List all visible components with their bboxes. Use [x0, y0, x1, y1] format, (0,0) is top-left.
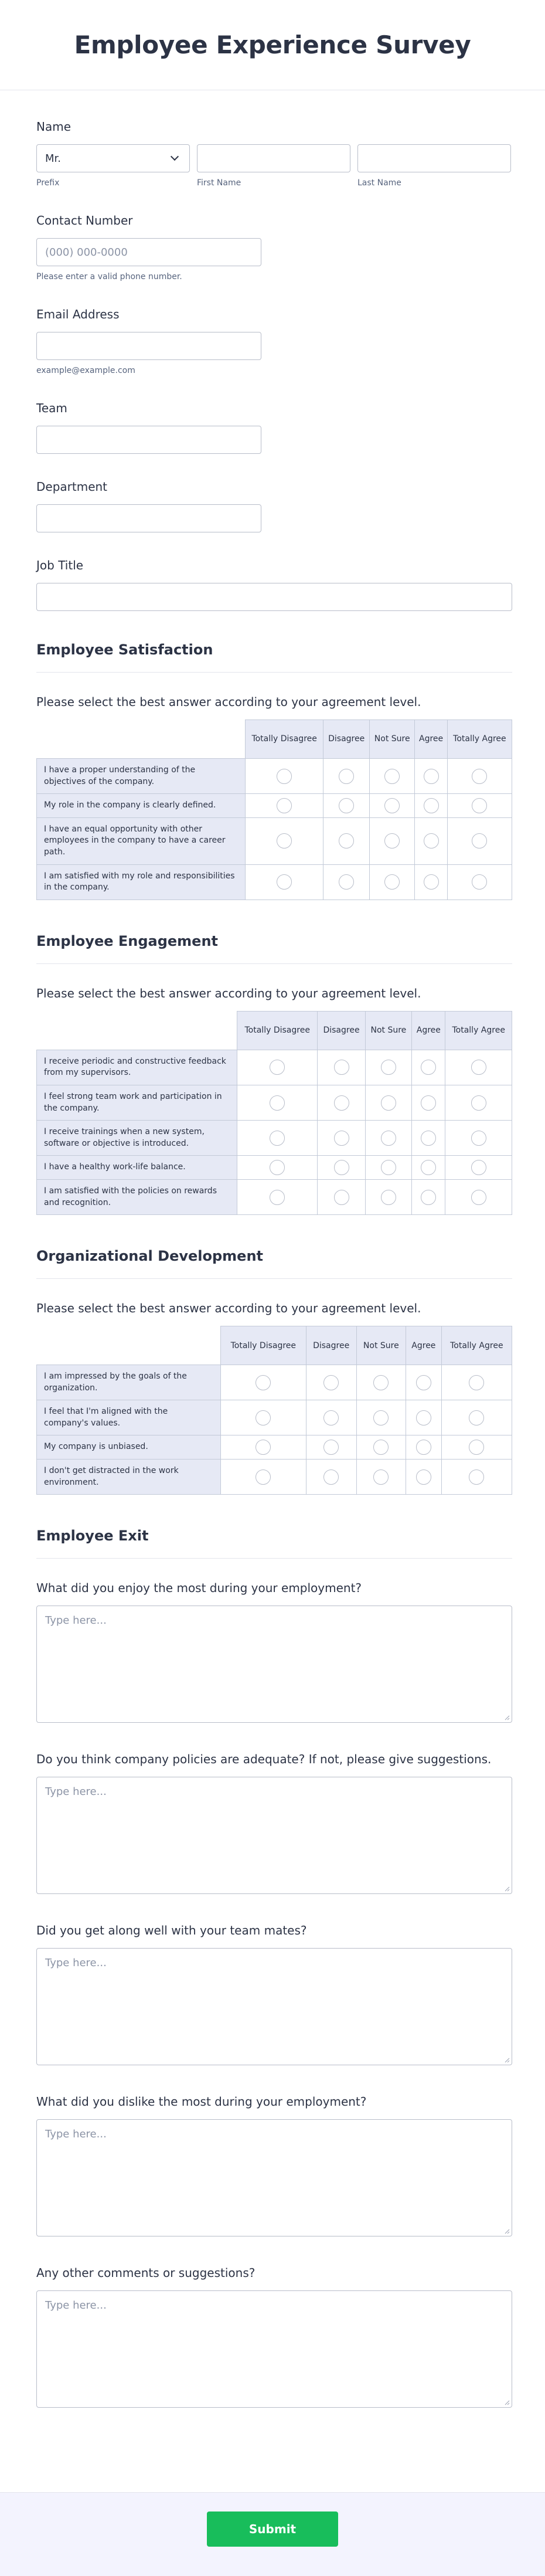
email-label: Email Address: [36, 307, 120, 321]
radio-button[interactable]: [384, 769, 400, 784]
matrix-row: [37, 1050, 512, 1085]
matrix-row-label: I receive periodic and constructive feedback from my supervisors.: [37, 1050, 237, 1085]
radio-button[interactable]: [334, 1095, 349, 1111]
department-field-group: [36, 480, 512, 532]
radio-button[interactable]: [421, 1160, 436, 1175]
radio-button[interactable]: [381, 1160, 396, 1175]
exit-question-label: What did you dislike the most during your employment?: [36, 2095, 367, 2109]
form-footer: [0, 2492, 545, 2576]
matrix-cell: [370, 759, 415, 794]
matrix-cell: [445, 1179, 512, 1214]
section-heading: Employee Satisfaction: [36, 642, 213, 658]
radio-button[interactable]: [373, 1375, 389, 1390]
chevron-down-icon: [171, 152, 179, 161]
matrix-cell: [406, 1460, 442, 1495]
textarea-placeholder: Type here...: [45, 1786, 107, 1798]
matrix-column-header: Totally Disagree: [237, 1011, 318, 1050]
exit-question-label: Do you think company policies are adequate? If not, please give suggestions.: [36, 1752, 492, 1767]
exit-question: [36, 2095, 512, 2236]
radio-button[interactable]: [270, 1190, 285, 1205]
matrix-cell: [365, 1156, 412, 1180]
matrix-column-header: Not Sure: [370, 720, 415, 759]
matrix-row-label: I have a proper understanding of the objectives of the company.: [37, 759, 246, 794]
exit-question-label: What did you enjoy the most during your employment?: [36, 1581, 362, 1596]
matrix-row-label: I feel strong team work and participation in the company.: [37, 1085, 237, 1120]
section-engagement: [36, 933, 512, 964]
resize-grip-icon[interactable]: [504, 1886, 510, 1892]
contact-field-group: [36, 213, 512, 281]
radio-button[interactable]: [323, 1469, 339, 1485]
matrix-cell: [318, 1085, 365, 1120]
matrix-column-header: Not Sure: [365, 1011, 412, 1050]
matrix-prompt: Please select the best answer according to your agreement level.: [36, 986, 421, 1000]
matrix-cell: [370, 864, 415, 900]
answer-textarea[interactable]: [36, 1948, 512, 2065]
radio-button[interactable]: [421, 1131, 436, 1146]
radio-button[interactable]: [339, 769, 354, 784]
radio-button[interactable]: [469, 1469, 484, 1485]
matrix-cell: [356, 1365, 406, 1400]
textarea-placeholder: Type here...: [45, 2299, 107, 2312]
matrix-cell: [237, 1050, 318, 1085]
radio-button[interactable]: [416, 1375, 431, 1390]
radio-button[interactable]: [381, 1190, 396, 1205]
matrix-sections: [36, 642, 512, 1495]
matrix-cell: [323, 759, 370, 794]
textarea-placeholder: Type here...: [45, 2128, 107, 2141]
matrix-cell: [447, 759, 512, 794]
matrix-cell: [445, 1156, 512, 1180]
job-title-input[interactable]: [36, 583, 512, 611]
matrix-cell: [412, 1156, 445, 1180]
matrix-cell: [412, 1050, 445, 1085]
radio-button[interactable]: [334, 1131, 349, 1146]
matrix-cell: [246, 794, 323, 818]
matrix-row-label: I have an equal opportunity with other employees in the company to have a career path.: [37, 817, 246, 864]
department-input[interactable]: [36, 504, 261, 532]
matrix-row: [37, 759, 512, 794]
matrix-cell: [412, 1085, 445, 1120]
matrix-row: [37, 1400, 512, 1435]
radio-button[interactable]: [381, 1131, 396, 1146]
team-input[interactable]: [36, 426, 261, 454]
team-field-group: [36, 401, 512, 454]
resize-grip-icon[interactable]: [504, 2228, 510, 2234]
matrix-cell: [441, 1365, 512, 1400]
survey-form: [0, 120, 545, 2408]
matrix-row: [37, 1085, 512, 1120]
matrix-cell: [445, 1085, 512, 1120]
textarea-placeholder: Type here...: [45, 1614, 107, 1627]
radio-button[interactable]: [421, 1060, 436, 1075]
email-input[interactable]: [36, 332, 261, 360]
radio-button[interactable]: [416, 1469, 431, 1485]
matrix-cell: [306, 1460, 356, 1495]
matrix-cell: [246, 864, 323, 900]
matrix-cell: [323, 794, 370, 818]
section-heading: Employee Exit: [36, 1528, 149, 1545]
radio-button[interactable]: [270, 1131, 285, 1146]
matrix-cell: [318, 1156, 365, 1180]
matrix-cell: [365, 1121, 412, 1156]
matrix-cell: [318, 1179, 365, 1214]
name-label: Name: [36, 120, 71, 134]
section-satisfaction: [36, 642, 512, 673]
radio-button[interactable]: [323, 1375, 339, 1390]
matrix-column-header: Disagree: [318, 1011, 365, 1050]
resize-grip-icon[interactable]: [504, 2399, 510, 2405]
exit-question: [36, 1581, 512, 1723]
radio-button[interactable]: [469, 1440, 484, 1455]
prefix-sublabel: Prefix: [36, 178, 60, 188]
section-heading: Employee Engagement: [36, 932, 219, 949]
name-field-group: [36, 120, 512, 188]
matrix-cell: [323, 864, 370, 900]
radio-button[interactable]: [424, 798, 439, 813]
matrix-row: [37, 864, 512, 900]
matrix-cell: [221, 1400, 306, 1435]
answer-textarea[interactable]: [36, 1606, 512, 1723]
exit-question-label: Any other comments or suggestions?: [36, 2266, 256, 2280]
radio-button[interactable]: [469, 1410, 484, 1426]
resize-grip-icon[interactable]: [504, 1715, 510, 1720]
matrix-cell: [445, 1121, 512, 1156]
prefix-select[interactable]: [36, 144, 190, 172]
radio-button[interactable]: [381, 1095, 396, 1111]
matrix-cell: [246, 759, 323, 794]
matrix-cell: [237, 1156, 318, 1180]
matrix-column-header: Totally Agree: [447, 720, 512, 759]
matrix-row: [37, 1365, 512, 1400]
matrix-prompt: Please select the best answer according to your agreement level.: [36, 1301, 421, 1316]
matrix-cell: [221, 1460, 306, 1495]
radio-button[interactable]: [339, 833, 354, 849]
matrix-cell: [412, 1179, 445, 1214]
radio-button[interactable]: [334, 1060, 349, 1075]
matrix-corner: [37, 720, 246, 759]
matrix-prompt: Please select the best answer according to your agreement level.: [36, 695, 421, 709]
matrix-cell: [445, 1050, 512, 1085]
matrix-cell: [406, 1435, 442, 1460]
answer-textarea[interactable]: [36, 2119, 512, 2236]
matrix-row-label: I am impressed by the goals of the organization.: [37, 1365, 221, 1400]
matrix-row: [37, 817, 512, 864]
radio-button[interactable]: [472, 874, 487, 890]
radio-button[interactable]: [256, 1410, 271, 1426]
matrix-cell: [447, 794, 512, 818]
matrix-cell: [221, 1365, 306, 1400]
matrix-cell: [356, 1460, 406, 1495]
matrix-column-header: Totally Disagree: [246, 720, 323, 759]
radio-button[interactable]: [373, 1410, 389, 1426]
radio-button[interactable]: [323, 1410, 339, 1426]
matrix-column-header: Totally Agree: [441, 1326, 512, 1365]
radio-button[interactable]: [424, 833, 439, 849]
radio-button[interactable]: [421, 1095, 436, 1111]
first-name-sublabel: First Name: [197, 178, 241, 188]
matrix-development: [36, 1326, 512, 1495]
radio-button[interactable]: [384, 833, 400, 849]
matrix-row-label: I am satisfied with my role and responsibilities in the company.: [37, 864, 246, 900]
phone-input[interactable]: (000) 000-0000: [36, 238, 261, 266]
matrix-cell: [447, 817, 512, 864]
matrix-cell: [237, 1085, 318, 1120]
matrix-column-header: Disagree: [306, 1326, 356, 1365]
team-label: Team: [36, 401, 67, 415]
radio-button[interactable]: [471, 1131, 486, 1146]
radio-button[interactable]: [277, 798, 292, 813]
radio-button[interactable]: [270, 1160, 285, 1175]
matrix-cell: [306, 1435, 356, 1460]
matrix-cell: [365, 1179, 412, 1214]
radio-button[interactable]: [373, 1469, 389, 1485]
radio-button[interactable]: [277, 833, 292, 849]
matrix-cell: [221, 1435, 306, 1460]
matrix-cell: [415, 864, 448, 900]
section-employee-exit: [36, 1528, 512, 1559]
exit-question-label: Did you get along well with your team mates?: [36, 1923, 307, 1938]
matrix-cell: [237, 1179, 318, 1214]
textarea-placeholder: Type here...: [45, 1957, 107, 1970]
form-header: [0, 0, 545, 90]
prefix-value: Mr.: [45, 152, 61, 165]
matrix-cell: [370, 794, 415, 818]
radio-button[interactable]: [334, 1160, 349, 1175]
radio-button[interactable]: [471, 1190, 486, 1205]
job-title-label: Job Title: [36, 558, 84, 572]
answer-textarea[interactable]: [36, 2290, 512, 2408]
submit-button[interactable]: Submit: [207, 2511, 338, 2547]
matrix-row: [37, 1435, 512, 1460]
last-name-input[interactable]: [357, 144, 511, 172]
matrix-column-header: Agree: [412, 1011, 445, 1050]
radio-button[interactable]: [421, 1190, 436, 1205]
email-field-group: [36, 307, 512, 375]
matrix-row-label: My company is unbiased.: [37, 1435, 221, 1460]
radio-button[interactable]: [256, 1375, 271, 1390]
first-name-input[interactable]: [197, 144, 350, 172]
email-sublabel: example@example.com: [36, 366, 135, 375]
matrix-cell: [318, 1121, 365, 1156]
matrix-cell: [412, 1121, 445, 1156]
matrix-satisfaction: [36, 719, 512, 900]
radio-button[interactable]: [424, 769, 439, 784]
matrix-corner: [37, 1326, 221, 1365]
matrix-cell: [441, 1435, 512, 1460]
radio-button[interactable]: [381, 1060, 396, 1075]
answer-textarea[interactable]: [36, 1777, 512, 1894]
matrix-cell: [306, 1400, 356, 1435]
exit-question: [36, 1923, 512, 2065]
matrix-row-label: My role in the company is clearly defined.: [37, 794, 246, 818]
matrix-cell: [441, 1460, 512, 1495]
radio-button[interactable]: [472, 798, 487, 813]
matrix-cell: [237, 1121, 318, 1156]
matrix-cell: [447, 864, 512, 900]
radio-button[interactable]: [334, 1190, 349, 1205]
radio-button[interactable]: [256, 1469, 271, 1485]
matrix-cell: [441, 1400, 512, 1435]
radio-button[interactable]: [416, 1410, 431, 1426]
radio-button[interactable]: [256, 1440, 271, 1455]
matrix-row-label: I have a healthy work-life balance.: [37, 1156, 237, 1180]
matrix-cell: [318, 1050, 365, 1085]
matrix-cell: [356, 1400, 406, 1435]
matrix-row-label: I don't get distracted in the work environment.: [37, 1460, 221, 1495]
matrix-column-header: Agree: [406, 1326, 442, 1365]
matrix-row-label: I feel that I'm aligned with the company's values.: [37, 1400, 221, 1435]
radio-button[interactable]: [270, 1060, 285, 1075]
radio-button[interactable]: [469, 1375, 484, 1390]
radio-button[interactable]: [384, 874, 400, 890]
matrix-cell: [406, 1400, 442, 1435]
matrix-row: [37, 1156, 512, 1180]
radio-button[interactable]: [277, 769, 292, 784]
radio-button[interactable]: [472, 833, 487, 849]
radio-button[interactable]: [471, 1060, 486, 1075]
section-development: [36, 1248, 512, 1279]
resize-grip-icon[interactable]: [504, 2057, 510, 2063]
exit-question: [36, 1752, 512, 1894]
matrix-cell: [246, 817, 323, 864]
matrix-row: [37, 1121, 512, 1156]
radio-button[interactable]: [339, 874, 354, 890]
matrix-cell: [365, 1085, 412, 1120]
radio-button[interactable]: [471, 1095, 486, 1111]
radio-button[interactable]: [471, 1160, 486, 1175]
matrix-column-header: Agree: [415, 720, 448, 759]
job-title-field-group: [36, 558, 512, 611]
matrix-cell: [415, 759, 448, 794]
radio-button[interactable]: [384, 798, 400, 813]
radio-button[interactable]: [277, 874, 292, 890]
section-heading: Organizational Development: [36, 1248, 263, 1265]
matrix-row-label: I am satisfied with the policies on rewards and recognition.: [37, 1179, 237, 1214]
matrix-cell: [415, 794, 448, 818]
department-label: Department: [36, 480, 108, 494]
radio-button[interactable]: [339, 798, 354, 813]
exit-questions: [36, 1581, 512, 2408]
matrix-row: [37, 794, 512, 818]
matrix-column-header: Disagree: [323, 720, 370, 759]
matrix-cell: [356, 1435, 406, 1460]
matrix-row-label: I receive trainings when a new system, software or objective is introduced.: [37, 1121, 237, 1156]
radio-button[interactable]: [373, 1440, 389, 1455]
radio-button[interactable]: [323, 1440, 339, 1455]
radio-button[interactable]: [472, 769, 487, 784]
phone-sublabel: Please enter a valid phone number.: [36, 272, 182, 281]
exit-question: [36, 2266, 512, 2408]
matrix-cell: [306, 1365, 356, 1400]
matrix-column-header: Totally Agree: [445, 1011, 512, 1050]
matrix-column-header: Not Sure: [356, 1326, 406, 1365]
last-name-sublabel: Last Name: [357, 178, 401, 188]
page-title: Employee Experience Survey: [74, 30, 471, 59]
matrix-engagement: [36, 1011, 512, 1215]
matrix-cell: [323, 817, 370, 864]
matrix-cell: [406, 1365, 442, 1400]
matrix-column-header: Totally Disagree: [221, 1326, 306, 1365]
matrix-cell: [365, 1050, 412, 1085]
matrix-row: [37, 1460, 512, 1495]
radio-button[interactable]: [270, 1095, 285, 1111]
matrix-row: [37, 1179, 512, 1214]
contact-label: Contact Number: [36, 213, 133, 228]
matrix-cell: [370, 817, 415, 864]
matrix-corner: [37, 1011, 237, 1050]
matrix-cell: [415, 817, 448, 864]
radio-button[interactable]: [416, 1440, 431, 1455]
radio-button[interactable]: [424, 874, 439, 890]
